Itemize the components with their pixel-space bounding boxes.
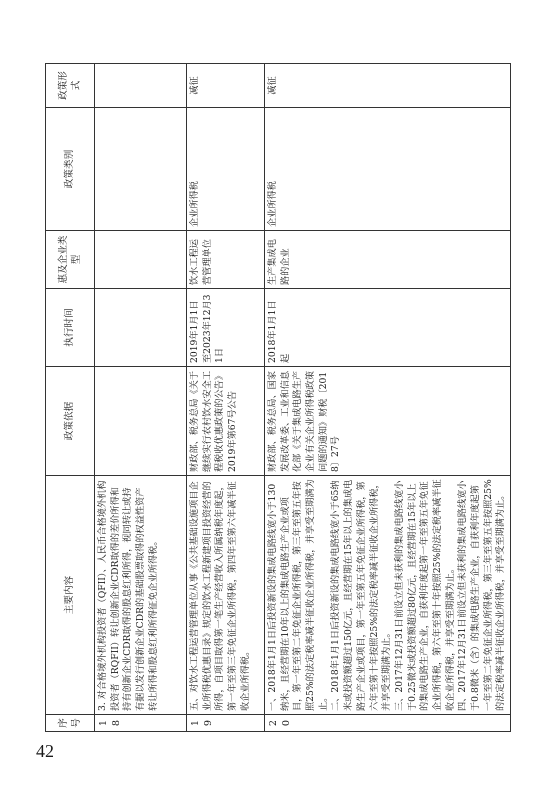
row-beneficiary (95, 231, 187, 289)
table-header-row (46, 64, 95, 732)
header-policy-form: 政策形式 (46, 64, 95, 108)
content-paragraph: 四、2017年12月31日前设立但未获利的集成电路线宽小于0.8微米（含）的集成电路生产企业，自获利年度起第一年至第二年免征企业所得税，第三年至第五年按照25%的法定税率减半征收企业所得税，并享受至期满为止。 (457, 479, 507, 711)
row-beneficiary: 饮水工程运营管理单位 (187, 231, 265, 289)
row-policy-form (95, 64, 187, 108)
content-paragraph: 三、2017年12月31日前设立但未获利的集成电路线宽小于0.25微米或投资额超过80亿元，且经营期在15年以上的集成电路生产企业，自获利年度起第一年至第五年免征企业所得税，第六年至第十年按照25%的法定税率减半征收企业所得税，并享受至期满为止。 (393, 479, 456, 711)
table-row (95, 64, 187, 732)
row-tax-category: 企业所得税 (187, 108, 265, 231)
header-time: 执行时间 (46, 289, 95, 367)
content-paragraph: 五、对饮水工程运营管理单位从事《公共基础设施项目企业所得税优惠目录》规定的饮水工程新建项目投资经营的所得，自项目取得第一笔生产经营收入所属纳税年度起，第一年至第三年免征企业所得税，第四年至第六年减半征收企业所得税。 (189, 481, 251, 711)
row-policy-form: 减征 (265, 64, 511, 108)
row-basis: 财政部、税务总局《关于继续实行农村饮水安全工程税收优惠政策的公告》2019年第67号公告 (187, 367, 265, 476)
header-basis: 政策依据 (46, 367, 95, 476)
row-time: 2018年1月1日起 (265, 289, 511, 367)
row-tax-category: 企业所得税 (265, 108, 511, 231)
rotated-page (45, 64, 505, 732)
row-number: 20 (265, 715, 511, 732)
row-time (95, 289, 187, 367)
content-paragraph: 3. 对合格境外机构投资者（QFII）、人民币合格境外机构投资者（RQFII）转让创新企业CDR取得的差价所得和持有创新企业CDR取得的股息红利所得，视同转让或持有据以发行创新企业CDR的基础股票取得的权益性资产转让所得和股息红利所得征免企业所得税。 (97, 480, 159, 711)
header-no: 序号 (46, 715, 95, 732)
table-row (187, 64, 265, 732)
row-beneficiary: 生产集成电路的企业 (265, 231, 511, 289)
header-tax-category: 政策类别 (46, 108, 95, 231)
policy-table (45, 63, 511, 732)
table-row (265, 64, 511, 732)
row-content (265, 476, 511, 715)
header-content: 主要内容 (46, 476, 95, 715)
row-content (187, 476, 265, 715)
row-basis (95, 367, 187, 476)
row-basis: 财政部、税务总局、国家发展改革委、工业和信息化部《关于集成电路生产企业有关企业所得税政策问题的通知》财税〔2018〕27号 (265, 367, 511, 476)
row-content (95, 476, 187, 715)
row-number: 18 (95, 715, 187, 732)
content-paragraph: 二、2018年1月1日后投资新设的集成电路线宽小于65纳米或投资额超过150亿元，且经营期在15年以上的集成电路生产企业或项目，第一年至第五年免征企业所得税，第六年至第十年按照25%的法定税率减半征收企业所得税，并享受至期满为止。 (330, 479, 393, 711)
row-time: 2019年1月1日至2023年12月31日 (187, 289, 265, 367)
row-number: 19 (187, 715, 265, 732)
page-number: 42 (36, 741, 54, 761)
header-beneficiary: 惠及企业类型 (46, 231, 95, 289)
row-tax-category (95, 108, 187, 231)
content-paragraph: 一、2018年1月1日后投资新设的集成电路线宽小于130纳米，且经营期在10年以上的集成电路生产企业或项目，第一年至第二年免征企业所得税，第三年至第五年按照25%的法定税率减半征收企业所得税，并享受至期满为止。 (267, 479, 329, 711)
row-policy-form: 减征 (187, 64, 265, 108)
